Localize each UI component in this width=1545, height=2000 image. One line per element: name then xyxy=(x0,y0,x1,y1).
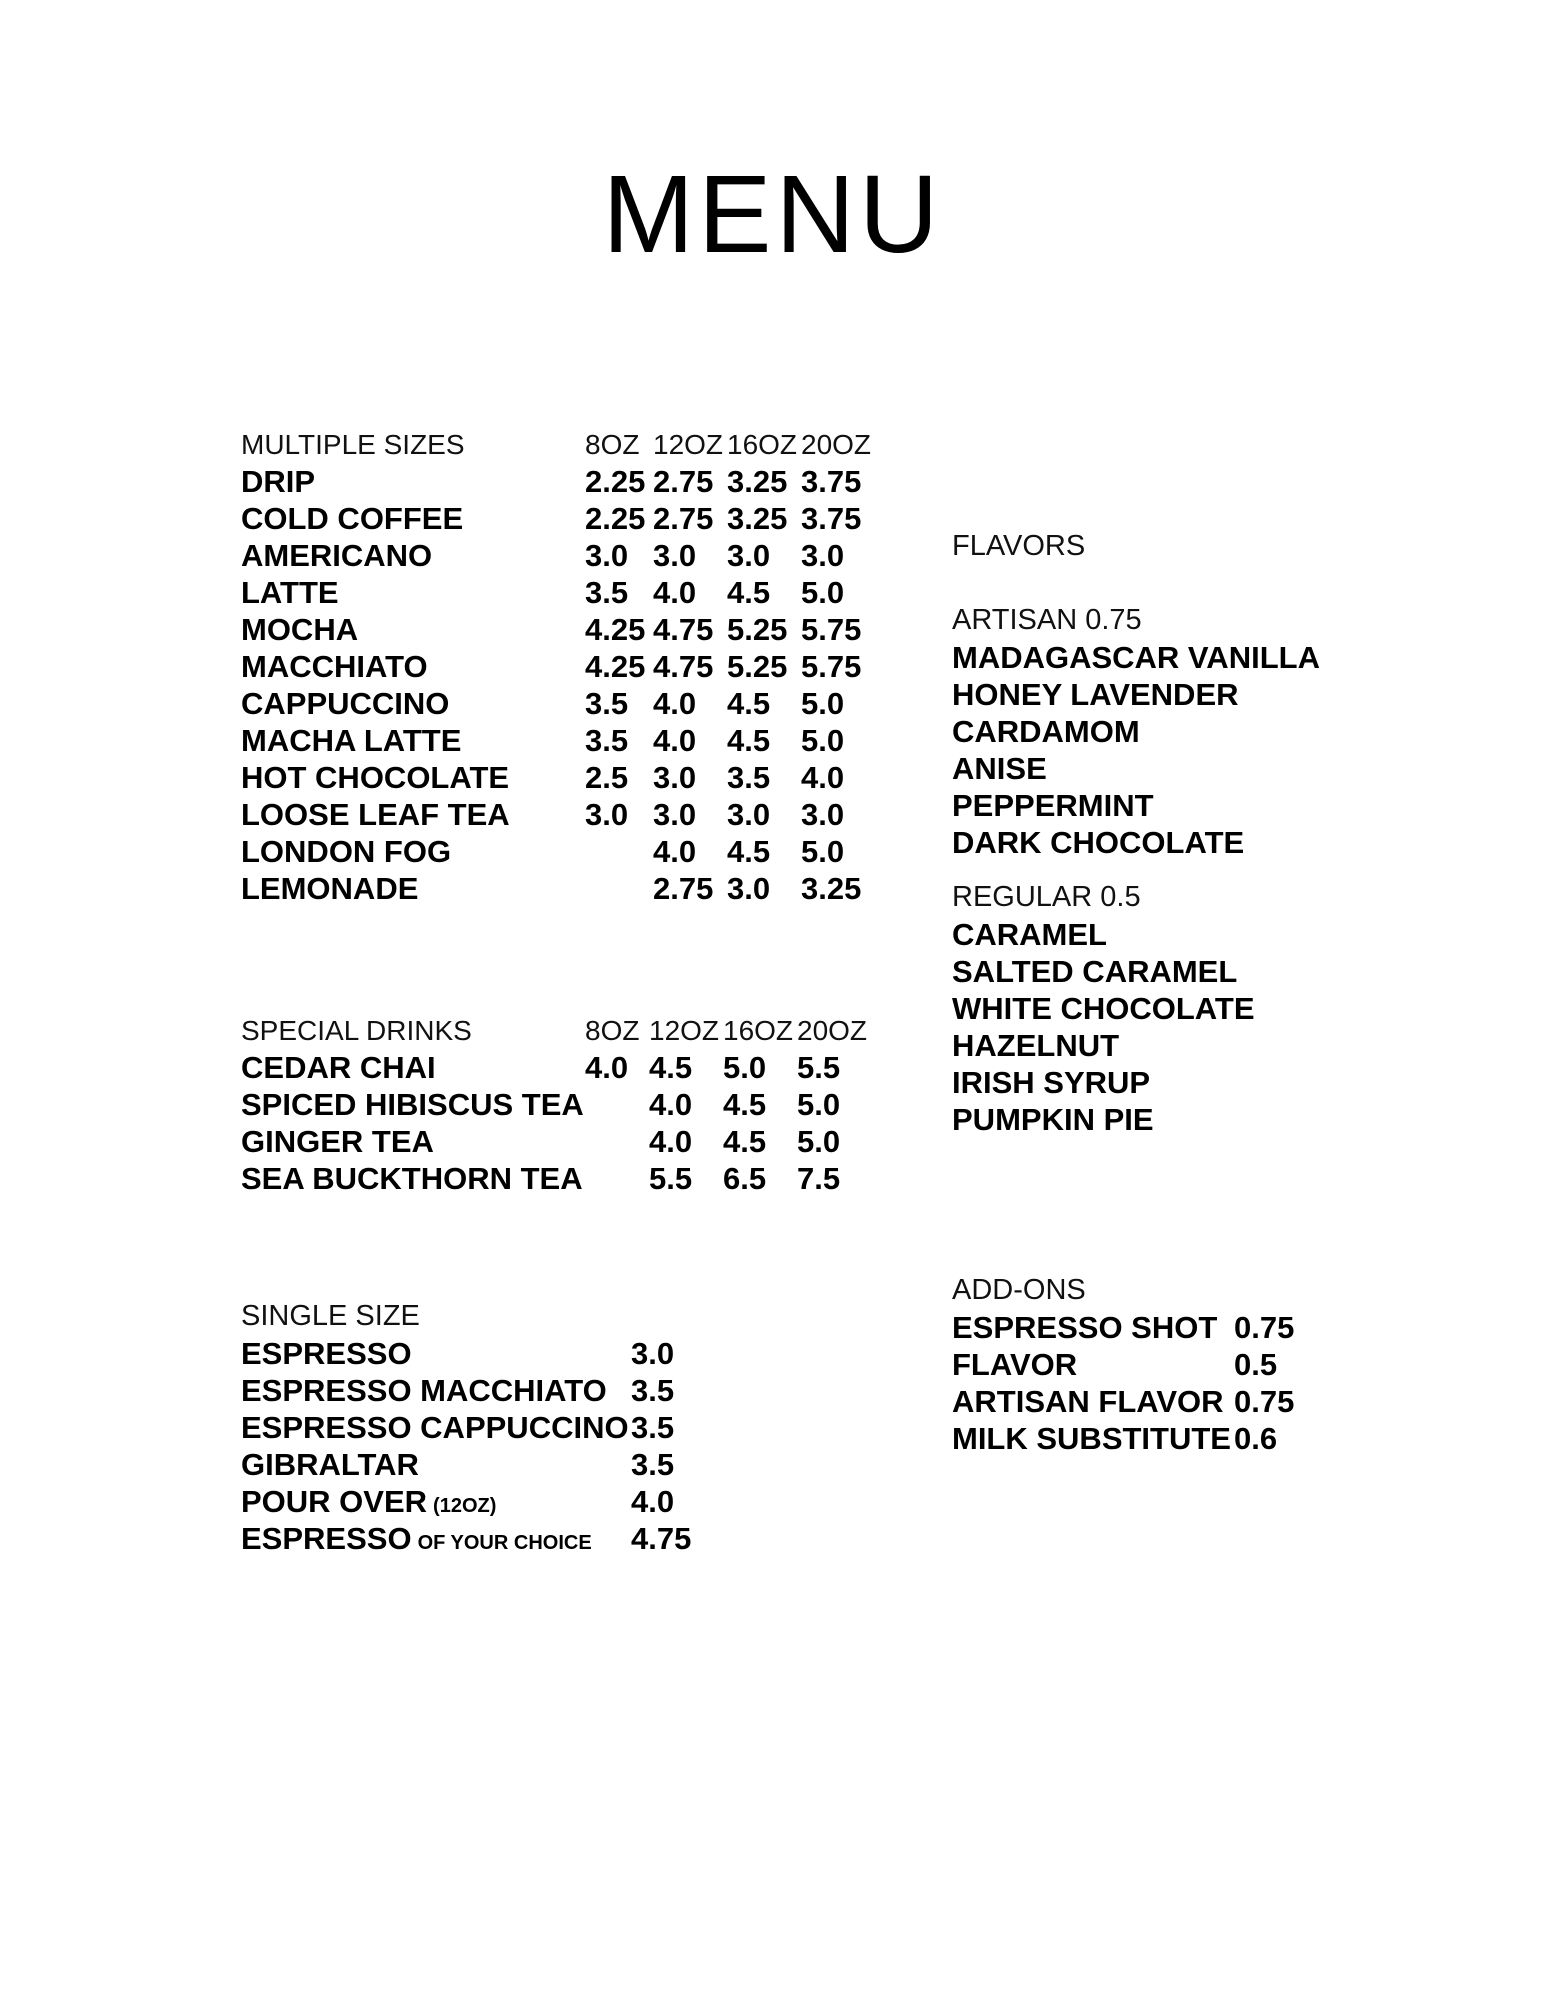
menu-row xyxy=(241,722,875,759)
price: 5.75 xyxy=(801,648,862,684)
price: 4.5 xyxy=(723,1086,767,1122)
item-name: HOT CHOCOLATE xyxy=(241,759,510,795)
price: 3.0 xyxy=(727,796,771,832)
price: 4.25 xyxy=(585,611,646,647)
flavor-item: SALTED CARAMEL xyxy=(952,954,1238,989)
size-label: 12OZ xyxy=(653,428,724,460)
price: 0.6 xyxy=(1234,1420,1278,1456)
price: 5.0 xyxy=(801,722,845,758)
price: 4.0 xyxy=(585,1049,629,1085)
price: 3.25 xyxy=(801,870,862,906)
flavor-item: PEPPERMINT xyxy=(952,788,1154,823)
regular-label: REGULAR 0.5 xyxy=(952,881,1141,913)
multiple-sizes-list xyxy=(241,463,875,907)
menu-row xyxy=(241,833,875,870)
section-heading: MULTIPLE SIZES xyxy=(241,428,465,460)
price: 3.0 xyxy=(653,759,697,795)
single-size-list xyxy=(241,1335,691,1557)
addon-row xyxy=(952,1383,1294,1420)
price: 3.0 xyxy=(653,796,697,832)
menu-row xyxy=(241,1409,691,1446)
price: 3.0 xyxy=(727,870,771,906)
price: 5.0 xyxy=(801,574,845,610)
price: 3.25 xyxy=(727,463,788,499)
addon-row xyxy=(952,1346,1294,1383)
price: 4.5 xyxy=(727,833,771,869)
menu-row xyxy=(241,1160,871,1197)
price: 3.0 xyxy=(801,796,845,832)
addon-name: ARTISAN FLAVOR xyxy=(952,1383,1224,1419)
item-name-cell xyxy=(241,1484,631,1520)
price: 5.25 xyxy=(727,648,788,684)
item-name: ESPRESSO MACCHIATO xyxy=(241,1372,607,1408)
menu-row xyxy=(241,1483,691,1520)
item-name: COLD COFFEE xyxy=(241,500,464,536)
price: 3.0 xyxy=(801,537,845,573)
price: 4.75 xyxy=(653,611,714,647)
item-name: CEDAR CHAI xyxy=(241,1049,436,1085)
item-name: GIBRALTAR xyxy=(241,1446,419,1482)
item-name: MACHA LATTE xyxy=(241,722,462,758)
item-name: POUR OVER xyxy=(241,1483,428,1519)
addon-name: ESPRESSO SHOT xyxy=(952,1309,1218,1345)
price: 2.25 xyxy=(585,500,646,536)
flavor-item: HAZELNUT xyxy=(952,1028,1120,1063)
price: 3.5 xyxy=(631,1446,675,1482)
special-drinks-header xyxy=(241,1012,871,1049)
price: 3.5 xyxy=(585,574,629,610)
item-name-cell xyxy=(241,1373,631,1409)
section-heading: ADD-ONS xyxy=(952,1274,1086,1306)
price: 7.5 xyxy=(797,1160,841,1196)
size-label: 12OZ xyxy=(649,1014,720,1046)
price: 3.25 xyxy=(727,500,788,536)
menu-row xyxy=(241,1049,871,1086)
price: 2.75 xyxy=(653,870,714,906)
addon-row xyxy=(952,1420,1294,1457)
item-name-cell xyxy=(241,1336,631,1372)
price: 0.75 xyxy=(1234,1383,1295,1419)
price: 4.5 xyxy=(727,685,771,721)
size-label: 20OZ xyxy=(801,428,872,460)
menu-row xyxy=(241,1372,691,1409)
menu-row xyxy=(241,1446,691,1483)
item-name: DRIP xyxy=(241,463,316,499)
price: 4.5 xyxy=(727,574,771,610)
size-label: 16OZ xyxy=(723,1014,794,1046)
price: 3.5 xyxy=(585,722,629,758)
menu-row xyxy=(241,500,875,537)
item-name: ESPRESSO xyxy=(241,1335,412,1371)
flavor-item: HONEY LAVENDER xyxy=(952,677,1239,712)
price: 4.75 xyxy=(653,648,714,684)
size-label: 8OZ xyxy=(585,428,640,460)
menu-row xyxy=(241,870,875,907)
price: 4.5 xyxy=(649,1049,693,1085)
price: 6.5 xyxy=(723,1160,767,1196)
flavor-item: ANISE xyxy=(952,751,1047,786)
price: 3.5 xyxy=(585,685,629,721)
price: 5.5 xyxy=(649,1160,693,1196)
item-name: AMERICANO xyxy=(241,537,433,573)
menu-row xyxy=(241,574,875,611)
addon-row xyxy=(952,1309,1294,1346)
menu-row xyxy=(241,796,875,833)
flavor-item: CARDAMOM xyxy=(952,714,1140,749)
item-name: MACCHIATO xyxy=(241,648,428,684)
item-name: ESPRESSO xyxy=(241,1520,412,1556)
price: 3.75 xyxy=(801,463,862,499)
price: 5.0 xyxy=(801,685,845,721)
multiple-sizes-section xyxy=(241,426,875,907)
item-name: ESPRESSO CAPPUCCINO xyxy=(241,1409,629,1445)
size-label: 16OZ xyxy=(727,428,798,460)
price: 5.5 xyxy=(797,1049,841,1085)
flavor-item: WHITE CHOCOLATE xyxy=(952,991,1255,1026)
section-heading: SINGLE SIZE xyxy=(241,1300,420,1332)
item-name-cell xyxy=(241,1410,631,1446)
flavor-item: DARK CHOCOLATE xyxy=(952,825,1245,860)
price: 5.25 xyxy=(727,611,788,647)
price: 5.0 xyxy=(723,1049,767,1085)
item-name: SEA BUCKTHORN TEA xyxy=(241,1160,583,1196)
item-name-cell xyxy=(241,1521,631,1557)
artisan-flavor-list xyxy=(952,639,1320,861)
regular-flavor-list xyxy=(952,916,1320,1138)
menu-row xyxy=(241,611,875,648)
price: 3.5 xyxy=(631,1372,675,1408)
menu-row xyxy=(241,685,875,722)
size-label: 8OZ xyxy=(585,1014,640,1046)
price: 3.0 xyxy=(585,537,629,573)
price: 4.0 xyxy=(653,833,697,869)
price: 0.75 xyxy=(1234,1309,1295,1345)
price: 4.75 xyxy=(631,1520,692,1556)
item-name: SPICED HIBISCUS TEA xyxy=(241,1086,584,1122)
item-note: (12OZ) xyxy=(433,1494,497,1517)
item-name: CAPPUCCINO xyxy=(241,685,450,721)
flavor-item: IRISH SYRUP xyxy=(952,1065,1151,1100)
item-note: OF YOUR CHOICE xyxy=(417,1531,592,1554)
price: 4.0 xyxy=(653,722,697,758)
price: 4.0 xyxy=(801,759,845,795)
special-drinks-section xyxy=(241,1012,871,1197)
menu-row xyxy=(241,1335,691,1372)
add-ons-list xyxy=(952,1309,1294,1457)
price: 4.5 xyxy=(723,1123,767,1159)
price: 5.0 xyxy=(801,833,845,869)
menu-row xyxy=(241,1086,871,1123)
single-size-section xyxy=(241,1298,691,1557)
menu-row xyxy=(241,648,875,685)
price: 2.75 xyxy=(653,463,714,499)
price: 3.0 xyxy=(653,537,697,573)
price: 4.0 xyxy=(649,1123,693,1159)
price: 3.5 xyxy=(727,759,771,795)
price: 3.0 xyxy=(631,1335,675,1371)
price: 4.5 xyxy=(727,722,771,758)
item-name: MOCHA xyxy=(241,611,359,647)
price: 4.25 xyxy=(585,648,646,684)
menu-row xyxy=(241,759,875,796)
menu-row xyxy=(241,1123,871,1160)
size-label: 20OZ xyxy=(797,1014,868,1046)
menu-row xyxy=(241,1520,691,1557)
price: 4.0 xyxy=(653,574,697,610)
price: 2.75 xyxy=(653,500,714,536)
price: 5.0 xyxy=(797,1086,841,1122)
artisan-label: ARTISAN 0.75 xyxy=(952,604,1142,636)
price: 4.0 xyxy=(649,1086,693,1122)
item-name: LONDON FOG xyxy=(241,833,452,869)
flavor-item: PUMPKIN PIE xyxy=(952,1102,1154,1137)
item-name: LOOSE LEAF TEA xyxy=(241,796,510,832)
price: 5.75 xyxy=(801,611,862,647)
price: 3.0 xyxy=(585,796,629,832)
menu-row xyxy=(241,537,875,574)
section-heading: SPECIAL DRINKS xyxy=(241,1014,472,1046)
item-name: LATTE xyxy=(241,574,339,610)
price: 4.0 xyxy=(653,685,697,721)
flavor-item: MADAGASCAR VANILLA xyxy=(952,640,1320,675)
price: 3.0 xyxy=(727,537,771,573)
addon-name: MILK SUBSTITUTE xyxy=(952,1420,1231,1456)
price: 4.0 xyxy=(631,1483,675,1519)
add-ons-section xyxy=(952,1272,1294,1457)
item-name-cell xyxy=(241,1447,631,1483)
menu-row xyxy=(241,463,875,500)
item-name: GINGER TEA xyxy=(241,1123,434,1159)
menu-title: MENU xyxy=(602,153,943,276)
price: 2.25 xyxy=(585,463,646,499)
item-name: LEMONADE xyxy=(241,870,419,906)
addon-name: FLAVOR xyxy=(952,1346,1078,1382)
flavors-section xyxy=(952,528,1320,1138)
price: 2.5 xyxy=(585,759,629,795)
price: 3.75 xyxy=(801,500,862,536)
section-heading: FLAVORS xyxy=(952,530,1086,562)
price: 3.5 xyxy=(631,1409,675,1445)
price: 5.0 xyxy=(797,1123,841,1159)
multiple-sizes-header xyxy=(241,426,875,463)
special-drinks-list xyxy=(241,1049,871,1197)
flavor-item: CARAMEL xyxy=(952,917,1107,952)
price: 0.5 xyxy=(1234,1346,1278,1382)
